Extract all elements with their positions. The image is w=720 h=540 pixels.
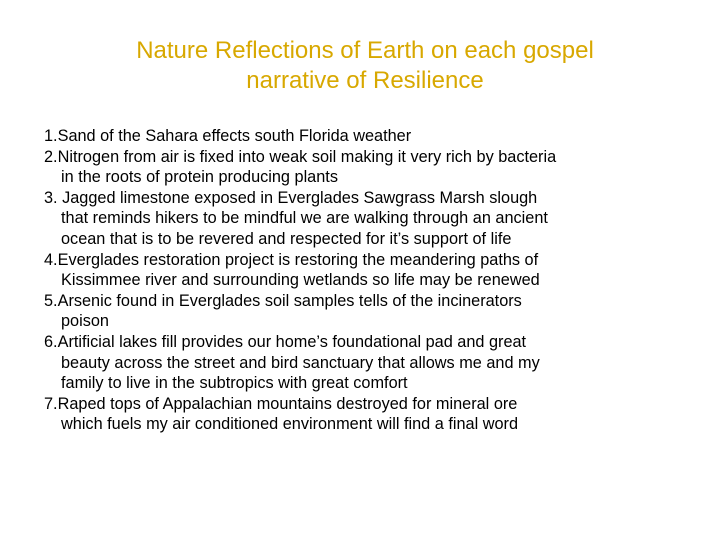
list-item-line: 1.Sand of the Sahara effects south Florida weather [44, 127, 412, 145]
list-item-line: 2.Nitrogen from air is fixed into weak soil making it very rich by bacteria [44, 147, 557, 166]
slide-title [60, 36, 670, 96]
list-item [44, 126, 694, 147]
list-item-line: 4.Everglades restoration project is restoring the meandering paths of [44, 250, 539, 269]
list-item [44, 291, 694, 332]
list-item-line: ocean that is to be revered and respected for it’s support of life [61, 229, 512, 248]
slide-title-line: Nature Reflections of Earth on each gospel [136, 37, 594, 64]
list-item-line: 7.Raped tops of Appalachian mountains destroyed for mineral ore [44, 394, 518, 413]
list-item-line: 3. Jagged limestone exposed in Everglades Sawgrass Marsh slough [44, 188, 538, 207]
list-item-line: Kissimmee river and surrounding wetlands so life may be renewed [61, 271, 540, 290]
list-item-line: which fuels my air conditioned environment will find a final word [61, 415, 518, 434]
list-item-line: family to live in the subtropics with great comfort [61, 374, 408, 393]
list-item [44, 394, 694, 435]
list-item [44, 332, 694, 394]
numbered-list [44, 126, 694, 435]
list-item-line: that reminds hikers to be mindful we are walking through an ancient [61, 209, 548, 228]
list-item-line: 6.Artificial lakes fill provides our home’s foundational pad and great [44, 332, 527, 351]
list-item [44, 250, 694, 291]
list-item-line: in the roots of protein producing plants [61, 168, 338, 187]
list-item [44, 188, 694, 250]
list-item [44, 147, 694, 188]
list-item-line: poison [61, 312, 109, 331]
list-item-line: beauty across the street and bird sanctuary that allows me and my [61, 353, 540, 372]
slide-title-line: narrative of Resilience [246, 67, 484, 94]
list-item-line: 5.Arsenic found in Everglades soil samples tells of the incinerators [44, 291, 522, 310]
